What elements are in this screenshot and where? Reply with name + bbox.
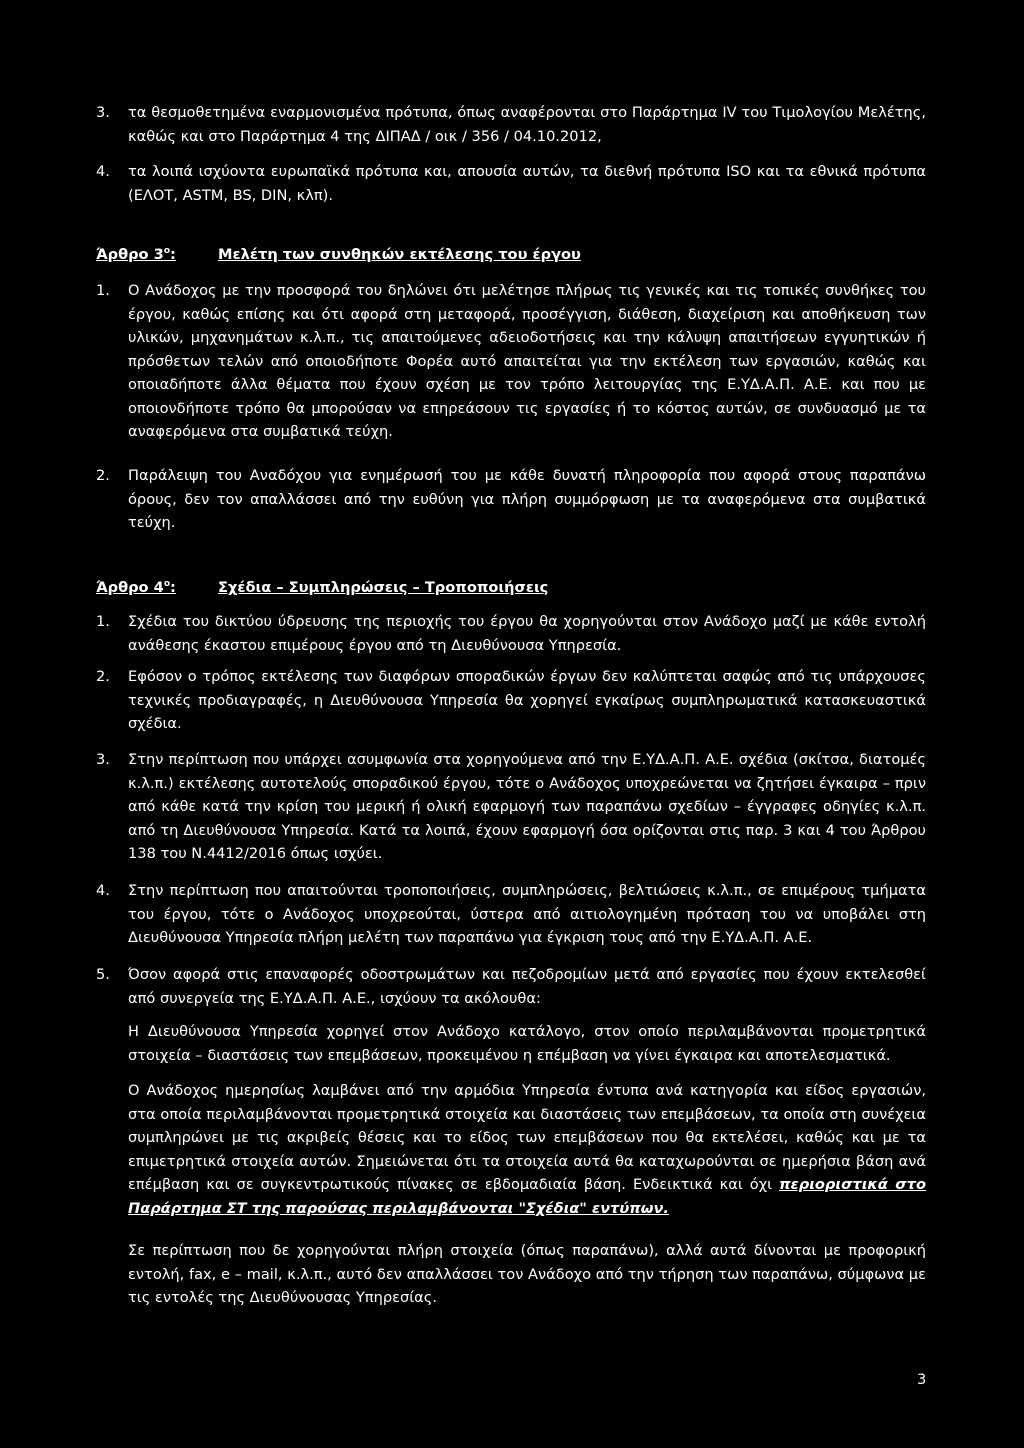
list-number: 4. <box>96 882 110 899</box>
list-text: Στην περίπτωση που απαιτούνται τροποποιήσεις, συμπληρώσεις, βελτιώσεις κ.λ.π., σε επιμέρους τμήματα του έργου, τότε ο Ανάδοχος υποχρεούται, ύστερα από αιτιολογημένη πρόταση του να υποβάλει στη Διευθύνουσα Υπηρεσία πλήρη μελέτη των παραπάνω για έγκριση τους από την Ε.ΥΔ.Α.Π. Α.Ε. <box>128 882 926 946</box>
list-number: 1. <box>96 613 110 630</box>
list-text: τα λοιπά ισχύοντα ευρωπαϊκά πρότυπα και, απουσία αυτών, τα διεθνή πρότυπα ISO και τα εθνικά πρότυπα (ΕΛΟΤ, ASTM, BS, DIN, κλπ). <box>128 163 926 204</box>
list-text: Παράλειψη του Αναδόχου για ενημέρωσή του με κάθε δυνατή πληροφορία που αφορά στους παραπάνω όρους, δεν τον απαλλάσσει από την ευθύνη για πλήρη συμμόρφωση με τα αναφερόμενα στα συμβατικά τεύχη. <box>128 467 926 531</box>
paragraph <box>128 1079 926 1220</box>
list-text: Στην περίπτωση που υπάρχει ασυμφωνία στα χορηγούμενα από την Ε.ΥΔ.Α.Π. Α.Ε. σχέδια (σκίτσα, διατομές κ.λ.π.) εκτέλεσης αυτοτελούς σποραδικού έργου, τότε ο Ανάδοχος υποχρεώνεται να ζητήσει έγκαιρα – πριν από κάθε κατά την κρίση του μερική ή ολική εφαρμογή των παραπάνω σχεδίων – έγγραφες οδηγίες κ.λ.π. από τη Διευθύνουσα Υπηρεσία. Κατά τα λοιπά, έχουν εφαρμογή όσα ορίζονται στις παρ. 3 και 4 του Άρθρου 138 του Ν.4412/2016 όπως ισχύει. <box>128 751 926 862</box>
list-number: 2. <box>96 668 110 685</box>
paragraph: Σε περίπτωση που δε χορηγούνται πλήρη στοιχεία (όπως παραπάνω), αλλά αυτά δίνονται με προφορική εντολή, fax, e – mail, κ.λ.π., αυτό δεν απαλλάσσει τον Ανάδοχο από την τήρηση των παραπάνω, σύμφωνα με τις εντολές της Διευθύνουσας Υπηρεσίας. <box>128 1242 926 1306</box>
list-number: 5. <box>96 966 110 983</box>
list-text: Ο Ανάδοχος με την προσφορά του δηλώνει ότι μελέτησε πλήρως τις γενικές και τις τοπικές συνθήκες του έργου, καθώς επίσης και ότι αφορά στη μεταφορά, προσέγγιση, διάθεση, διαχείριση και αποθήκευση των υλικών, μηχανημάτων κ.λ.π., τις απαιτούμενες αδειοδοτήσεις και την κάλυψη απαιτήσεων εγγυητικών ή πρόσθετων τελών από οποιοδήποτε Φορέα αυτό απαιτείται για την εκτέλεση των εργασιών, καθώς και οποιαδήποτε άλλα θέματα που έχουν σχέση με τον τρόπο λειτουργίας της Ε.ΥΔ.Α.Π. Α.Ε. και που με οποιονδήποτε τρόπο θα μπορούσαν να επηρεάσουν τις εργασίες ή το κόστος αυτών, σε συνδυασμό με τα αναφερόμενα στα συμβατικά τεύχη. <box>128 282 926 440</box>
article-3-label: Άρθρο $3^o$: <box>96 246 176 263</box>
list-number: 3. <box>96 751 110 768</box>
article-3-title: Μελέτη των συνθηκών εκτέλεσης του έργου <box>218 246 581 263</box>
list-number: 3. <box>96 104 110 121</box>
paragraph: Η Διευθύνουσα Υπηρεσία χορηγεί στον Ανάδοχο κατάλογο, στον οποίο περιλαμβάνονται προμετρητικά στοιχεία – διαστάσεις των επεμβάσεων, προκειμένου η επέμβαση να γίνει έγκαιρα και αποτελεσματικά. <box>128 1023 926 1064</box>
list-text: Σχέδια του δικτύου ύδρευσης της περιοχής του έργου θα χορηγούνται στον Ανάδοχο μαζί με κάθε εντολή ανάθεσης έκαστου επιμέρους έργου από τη Διευθύνουσα Υπηρεσία. <box>128 613 926 654</box>
page-number: 3 <box>917 1371 927 1388</box>
article-4-title: Σχέδια – Συμπληρώσεις – Τροποποιήσεις <box>218 579 549 596</box>
paragraph-text: Ο Ανάδοχος ημερησίως λαμβάνει από την αρμόδια Υπηρεσία έντυπα ανά κατηγορία και είδος εργασιών, στα οποία περιλαμβάνονται προμετρητικά στοιχεία και διαστάσεις των επεμβάσεων, τα οποία στη συνέχεια συμπληρώνει με τις ακριβείς θέσεις και το είδος των επεμβάσεων που θα εκτελέσει, καθώς και με τα επιμετρητικά στοιχεία αυτών. Σημειώνεται ότι τα στοιχεία αυτά θα καταχωρούνται σε ημερήσια βάση ανά επέμβαση και σε συγκεντρωτικούς πίνακες σε εβδομαδιαία βάση. Ενδεικτικά και όχι <box>128 1082 926 1193</box>
emphasis-text: περιοριστικά στο Παράρτημα ΣΤ της παρούσας περιλαμβάνονται "Σχέδια" εντύπων. <box>128 1176 926 1217</box>
list-number: 2. <box>96 467 110 484</box>
article-4-label: Άρθρο $4^o$: <box>96 579 176 596</box>
list-text: Όσον αφορά στις επαναφορές οδοστρωμάτων και πεζοδρομίων μετά από εργασίες που έχουν εκτελεσθεί από συνεργεία της Ε.ΥΔ.Α.Π. Α.Ε., ισχύουν τα ακόλουθα: <box>128 966 926 1007</box>
list-number: 1. <box>96 282 110 299</box>
list-text: τα θεσμοθετημένα εναρμονισμένα πρότυπα, όπως αναφέρονται στο Παράρτημα IV του Τιμολογίου Μελέτης, καθώς και στο Παράρτημα 4 της ΔΙΠΑΔ / οικ / 356 / 04.10.2012, <box>128 104 926 145</box>
list-text: Εφόσον ο τρόπος εκτέλεσης των διαφόρων σποραδικών έργων δεν καλύπτεται σαφώς από τις υπάρχουσες τεχνικές προδιαγραφές, η Διευθύνουσα Υπηρεσία θα χορηγεί εγκαίρως συμπληρωματικά κατασκευαστικά σχέδια. <box>128 668 926 732</box>
list-number: 4. <box>96 163 110 180</box>
